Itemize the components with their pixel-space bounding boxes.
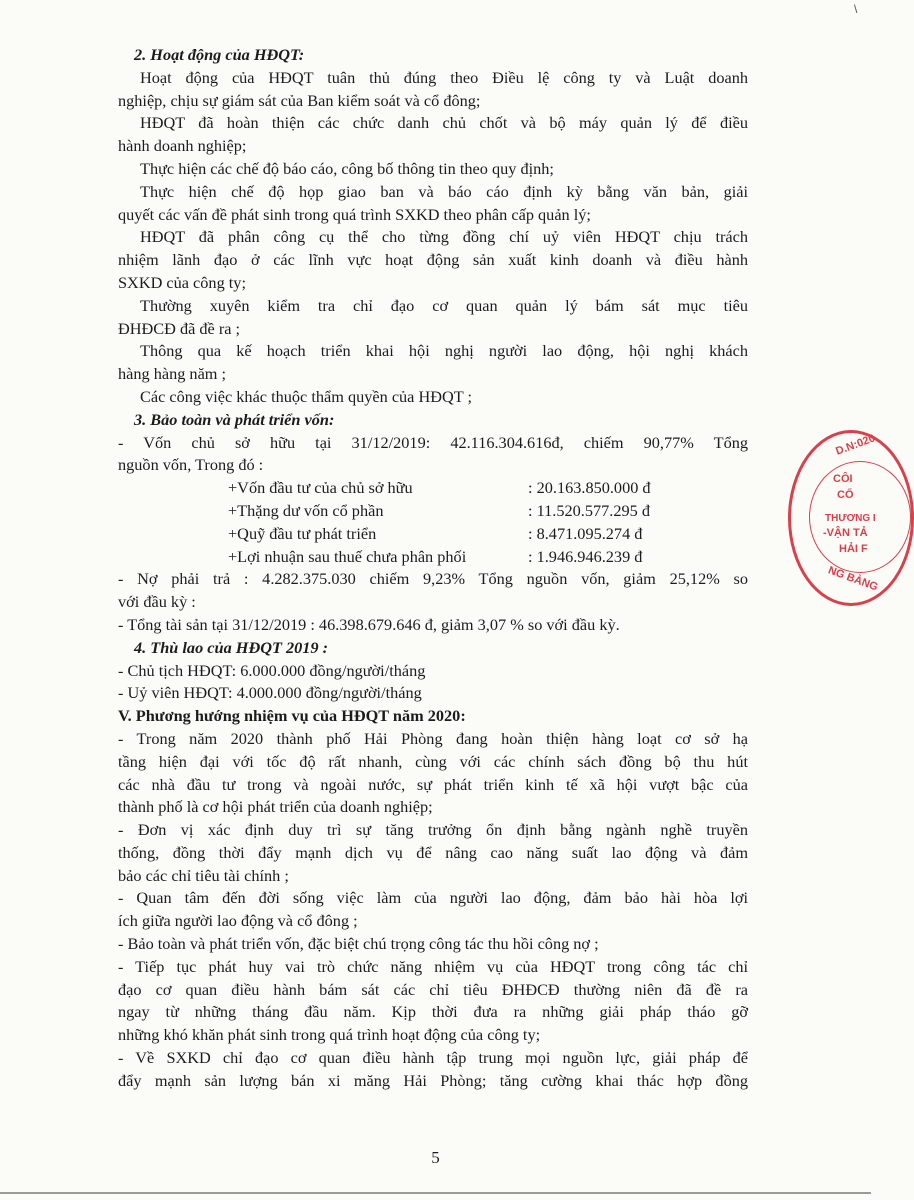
seal-text: CỔ xyxy=(837,489,854,501)
paragraph-line: Thông qua kế hoạch triển khai hội nghị người lao động, hội nghị khách xyxy=(140,341,748,361)
paragraph-line: Hoạt động của HĐQT tuân thủ đúng theo Điều lệ công ty và Luật doanh xyxy=(140,67,748,87)
paragraph-line: - Tiếp tục phát huy vai trò chức năng nhiệm vụ của HĐQT trong công tác chỉ xyxy=(118,956,748,976)
equity-item-label: +Thặng dư vốn cổ phần xyxy=(228,500,384,520)
seal-text: -VẬN TẢ xyxy=(823,527,868,539)
section-3-heading: 3. Bảo toàn và phát triển vốn: xyxy=(134,409,335,429)
paragraph-line: nghiệp, chịu sự giám sát của Ban kiểm soát và cổ đông; xyxy=(118,90,481,110)
paragraph-line: bảo các chỉ tiêu tài chính ; xyxy=(118,865,289,885)
equity-item-label: +Quỹ đầu tư phát triển xyxy=(228,523,377,543)
paragraph-line: - Đơn vị xác định duy trì sự tăng trưởng ổn định bằng ngành nghề truyền xyxy=(118,820,748,840)
paragraph-line: - Về SXKD chỉ đạo cơ quan điều hành tập trung mọi nguồn lực, giải pháp để xyxy=(118,1048,748,1068)
equity-item-label: +Lợi nhuận sau thuế chưa phân phối xyxy=(228,546,467,566)
chairman-remuneration: - Chủ tịch HĐQT: 6.000.000 đồng/người/tháng xyxy=(118,660,426,680)
equity-item-label: +Vốn đầu tư của chủ sở hữu xyxy=(228,478,413,498)
paragraph-line: Thực hiện chế độ họp giao ban và báo cáo định kỳ bằng văn bản, giải xyxy=(140,181,748,201)
paragraph-line: - Vốn chủ sở hữu tại 31/12/2019: 42.116.304.616đ, chiếm 90,77% Tổng xyxy=(118,432,748,452)
equity-item-value: : 20.163.850.000 đ xyxy=(528,478,651,498)
corner-tick-mark: \ xyxy=(854,2,858,16)
paragraph-line: ĐHĐCĐ đã đề ra ; xyxy=(118,318,241,338)
liability-paragraph xyxy=(118,568,748,636)
paragraph-line: với đầu kỳ : xyxy=(118,592,196,612)
paragraph-line: HĐQT đã phân công cụ thể cho từng đồng chí uỷ viên HĐQT chịu trách xyxy=(140,227,748,247)
equity-breakdown-row xyxy=(118,523,748,546)
section-4-heading: 4. Thù lao của HĐQT 2019 : xyxy=(134,637,329,657)
paragraph-line: đẩy mạnh sản lượng bán xi măng Hải Phòng; tăng cường khai thác hợp đồng xyxy=(118,1070,748,1090)
paragraph-line: thống, đồng thời đẩy mạnh dịch vụ để nâng cao năng suất lao động và đảm xyxy=(118,842,748,862)
paragraph-line: đạo cơ quan điều hành bám sát các chỉ tiêu ĐHĐCĐ thường niên đã đề ra xyxy=(118,979,748,999)
equity-breakdown-row xyxy=(118,546,748,569)
paragraph-line: hàng hàng năm ; xyxy=(118,364,227,384)
paragraph-line: những khó khăn phát sinh trong quá trình hoạt động của công ty; xyxy=(118,1025,541,1045)
paragraph-line: - Trong năm 2020 thành phố Hải Phòng đang hoàn thiện hàng loạt cơ sở hạ xyxy=(118,728,748,748)
equity-breakdown xyxy=(118,477,748,568)
paragraph-line: Các công việc khác thuộc thẩm quyền của HĐQT ; xyxy=(140,386,473,406)
section-2-heading: 2. Hoạt động của HĐQT: xyxy=(134,45,305,64)
paragraph-line: quyết các vấn đề phát sinh trong quá trình SXKD theo phân cấp quản lý; xyxy=(118,204,591,224)
paragraph-line: ích giữa người lao động và cổ đông ; xyxy=(118,911,358,931)
equity-breakdown-row xyxy=(118,500,748,523)
seal-text: D.N:020 xyxy=(834,432,877,458)
page-number: 5 xyxy=(431,1148,440,1167)
seal-text: NG BÀNG xyxy=(826,564,880,594)
seal-text: THƯƠNG I xyxy=(825,513,876,524)
equity-item-value: : 8.471.095.274 đ xyxy=(528,523,643,543)
section-5-body xyxy=(118,728,748,1093)
document-page xyxy=(118,44,748,1093)
paragraph-line: Thường xuyên kiểm tra chỉ đạo cơ quan quản lý bám sát mục tiêu xyxy=(140,295,748,315)
paragraph-line: - Nợ phải trả : 4.282.375.030 chiếm 9,23% Tổng nguồn vốn, giảm 25,12% so xyxy=(118,569,748,589)
paragraph-line: - Bảo toàn và phát triển vốn, đặc biệt chú trọng công tác thu hồi công nợ ; xyxy=(118,934,599,954)
paragraph-line: - Quan tâm đến đời sống việc làm của người lao động, đảm bảo hài hòa lợi xyxy=(118,888,748,908)
equity-item-value: : 11.520.577.295 đ xyxy=(528,500,650,520)
section-2-body xyxy=(118,67,748,409)
equity-item-value: : 1.946.946.239 đ xyxy=(528,546,643,566)
paragraph-line: tầng hiện đại với tốc độ rất nhanh, cùng với các chính sách đồng bộ thu hút xyxy=(118,751,748,771)
section-5-heading: V. Phương hướng nhiệm vụ của HĐQT năm 2020: xyxy=(118,706,466,726)
seal-text: HẢI F xyxy=(839,543,868,555)
company-seal-stamp xyxy=(788,430,914,606)
member-remuneration: - Uỷ viên HĐQT: 4.000.000 đồng/người/tháng xyxy=(118,683,422,703)
bottom-scan-edge xyxy=(0,1192,871,1194)
paragraph-line: nhiệm lãnh đạo ở các lĩnh vực hoạt động sản xuất kinh doanh và điều hành xyxy=(118,250,748,270)
paragraph-line: các nhà đầu tư trong và ngoài nước, sự phát triển kinh tế xã hội vượt bậc của xyxy=(118,774,748,794)
paragraph-line: thành phố là cơ hội phát triển của doanh nghiệp; xyxy=(118,797,433,817)
paragraph-line: Thực hiện các chế độ báo cáo, công bố thông tin theo quy định; xyxy=(140,158,554,178)
paragraph-line: - Tổng tài sản tại 31/12/2019 : 46.398.679.646 đ, giảm 3,07 % so với đầu kỳ. xyxy=(118,614,620,634)
paragraph-line: SXKD của công ty; xyxy=(118,272,246,292)
equity-breakdown-row xyxy=(118,477,748,500)
paragraph-line: ngay từ những tháng đầu năm. Kịp thời đưa ra những giải pháp tháo gỡ xyxy=(118,1002,748,1022)
paragraph-line: nguồn vốn, Trong đó : xyxy=(118,455,264,475)
seal-text: CÔI xyxy=(833,473,853,485)
equity-paragraph xyxy=(118,432,748,478)
paragraph-line: hành doanh nghiệp; xyxy=(118,136,247,156)
paragraph-line: HĐQT đã hoàn thiện các chức danh chủ chốt và bộ máy quản lý để điều xyxy=(140,113,748,133)
